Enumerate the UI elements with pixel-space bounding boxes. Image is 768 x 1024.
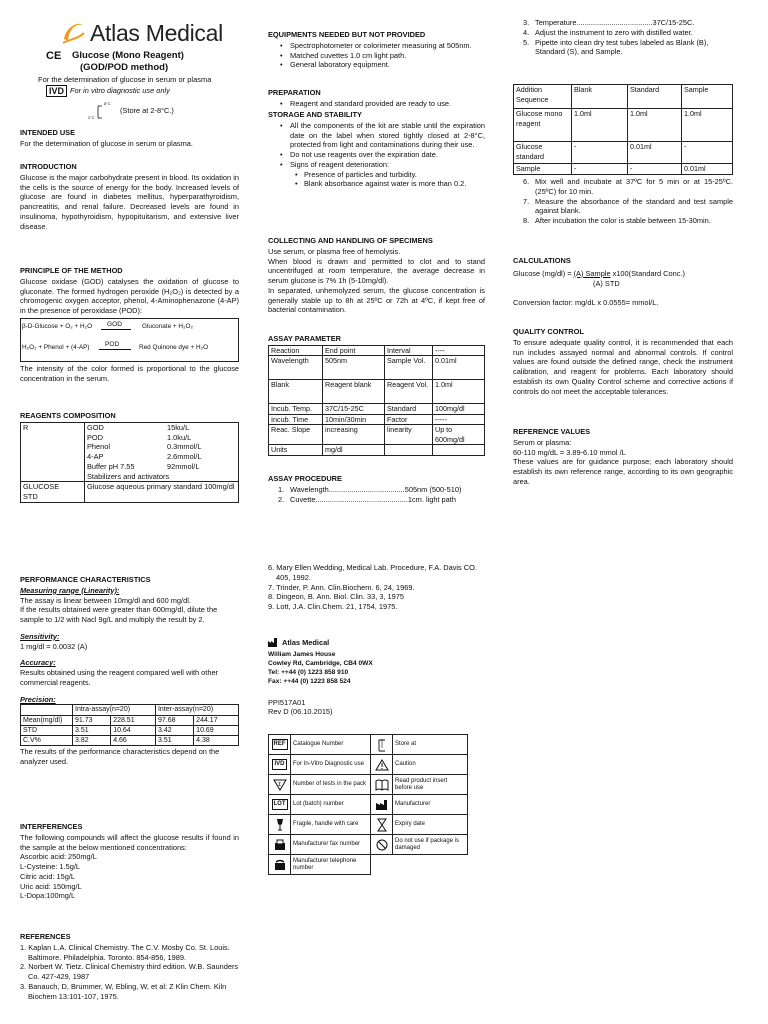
precision-table [20, 704, 239, 746]
precision-cell: 3.42 [155, 725, 193, 735]
assay-parameter-table [268, 345, 485, 456]
principle-heading: PRINCIPLE OF THE METHOD [20, 266, 123, 275]
precision-cell: 3.51 [155, 736, 193, 746]
precision-cell: 91.73 [73, 715, 111, 725]
no-damaged-icon [371, 835, 393, 855]
table-row [269, 414, 485, 425]
storage-row [88, 101, 174, 120]
pipette-cell: 1.0ml [628, 109, 682, 142]
intended-use-section [20, 128, 239, 149]
reference-values-line2: 60-110 mg/dL = 3.89-6.10 mmol /L [513, 447, 626, 457]
reaction2-arrow [99, 349, 131, 350]
thermometer-icon [88, 101, 111, 120]
pipette-head: Standard [628, 85, 682, 109]
temperature-icon [371, 735, 393, 755]
manufacturer-block [268, 638, 485, 717]
reaction1-left: β-D-Glucose + O₂ + H₂O [22, 322, 93, 330]
precision-cell: 10.69 [194, 725, 239, 735]
symbol-label: Manufacturer [393, 795, 468, 815]
reaction1-enzyme: GOD [107, 320, 123, 328]
calculations-section [513, 256, 733, 308]
reference-item: 1. Kaplan L.A. Clinical Chemistry. The C.V. Mosby Co. St. Louis. Baltimore. Philadelphia. Toronto. 854-856, 1989. [20, 942, 230, 962]
ivd-icon: IVD [46, 85, 67, 97]
step-text: Temperature.....................................37C/15-25C. [535, 18, 695, 27]
step-text: Mix well and incubate at 37ºC for 5 min or at 15-25ºC. (25ºC) for 10 min. [535, 177, 733, 196]
tests-icon [269, 775, 291, 795]
param-cell: Sample Vol. [385, 356, 433, 380]
equipment-heading: EQUIPMENTS NEEDED BUT NOT PROVIDED [268, 30, 426, 39]
param-cell: 0.01ml [433, 356, 485, 380]
reagents-table [20, 422, 239, 503]
specimens-text3: In separated, unhemolyzed serum, the glucose concentration is generally stable up to 8h at 25ºC or 72h at 4ºC, if kept free of bacterial contamination. [268, 285, 485, 315]
table-row [269, 835, 468, 855]
assay-procedure-section [268, 474, 485, 504]
param-cell: Interval [385, 345, 433, 356]
param-cell: Reagent blank [323, 380, 385, 404]
lot-icon [269, 795, 291, 815]
factory-icon [371, 795, 393, 815]
glucose-std-text: Glucose aqueous primary standard 100mg/dl [85, 482, 239, 503]
pipette-cell: - [572, 142, 628, 164]
intended-use-heading: INTENDED USE [20, 128, 76, 137]
reference-values-heading: REFERENCE VALUES [513, 427, 591, 436]
interference-item: L-Cysteine: 1.5g/L [20, 862, 80, 872]
table-row [269, 855, 468, 875]
param-cell: mg/dl [323, 445, 385, 456]
factory-icon [268, 638, 278, 647]
calculation-formula [513, 269, 733, 279]
reference-item: 3. Banauch, D, Brummer, W, Ebling, W, et al: Z Klin Chem. Kiln Biochem 13:101-107, 1975. [20, 981, 227, 1001]
reagents-heading: REAGENTS COMPOSITION [20, 411, 116, 420]
specimens-text2: When blood is drawn and permitted to clot and to stand uncentrifuged at room temperature, the average decrease in serum glucose is 7% 1h (5-10mg/dl). [268, 256, 485, 286]
table-row [269, 380, 485, 404]
reference-values-line1: Serum or plasma: [513, 437, 572, 447]
reagent-name: Stabilizers and activators [87, 471, 170, 481]
manufacturer-tel: Tel: ++44 (0) 1223 858 910 [268, 669, 349, 677]
references-section [20, 932, 239, 1001]
linearity-label: Measuring range (Linearity): [20, 585, 120, 595]
table-row [269, 815, 468, 835]
pipette-cell: 1.0ml [682, 109, 733, 142]
param-cell [433, 445, 485, 456]
conversion-factor: Conversion factor: mg/dL x 0.0555= mmol/L. [513, 298, 659, 308]
reagent-name: POD [87, 432, 104, 442]
param-cell: Reac. Slope [269, 425, 323, 445]
param-cell: Factor [385, 414, 433, 425]
symbol-label: Fragile, handle with care [291, 815, 371, 835]
symbols-legend [268, 734, 468, 875]
reaction1-arrow [101, 329, 131, 330]
reference-item: 9. Lott, J.A. Clin.Chem. 21, 1754, 1975. [268, 602, 398, 612]
param-cell: 10min/30min [323, 414, 385, 425]
interferences-heading: INTERFERENCES [20, 822, 83, 831]
std-label-line2: STD [23, 492, 38, 502]
empty-cell [393, 855, 468, 875]
pipette-cell: 1.0ml [572, 109, 628, 142]
table-row [269, 755, 468, 775]
precision-cell: 4.38 [194, 736, 239, 746]
param-cell: Incub. Temp. [269, 404, 323, 415]
table-row [514, 109, 733, 142]
pipette-cell: Sample [514, 164, 572, 175]
list-item: • Matched cuvettes 1.0 cm light path. [268, 51, 485, 61]
fragile-icon [269, 815, 291, 835]
step-text: Pipette into clean dry test tubes labeled as Blank (B), Standard (S), and Sample. [535, 37, 709, 57]
principle-text: Glucose oxidase (GOD) catalyses the oxidation of glucose to gluconate. The formed hydrogen peroxide (H₂O₂) is detected by a chromogenic oxygen acceptor, phenol, 4-Aminophenazone (4-AP) in the presence of peroxidase (POD): [20, 276, 239, 316]
reagents-section [20, 411, 239, 503]
interferences-section [20, 822, 239, 901]
table-row [21, 725, 239, 735]
reaction2-left: H₂O₂ + Phenol + (4-AP) [22, 343, 90, 351]
symbol-label: Number of tests in the pack [291, 775, 371, 795]
symbol-label: For In-Vitro Diagnostic use [291, 755, 371, 775]
reaction1-right: Gluconate + H₂O₂ [142, 322, 193, 330]
fax-icon [269, 835, 291, 855]
procedure-continued [513, 18, 733, 57]
intended-use-text: For the determination of glucose in serum or plasma. [20, 138, 193, 148]
product-title: Glucose (Mono Reagent) [72, 50, 184, 61]
reagent-value: 1.0ku/L [167, 432, 192, 442]
table-row [269, 775, 468, 795]
symbol-label: Expiry date [393, 815, 468, 835]
reagent-name: Phenol [87, 442, 111, 452]
table-row [269, 445, 485, 456]
precision-cell: 4.66 [111, 736, 156, 746]
calculations-heading: CALCULATIONS [513, 256, 571, 265]
principle-after: The intensity of the color formed is proportional to the glucose concentration in the serum. [20, 363, 239, 383]
precision-cell: 228.51 [111, 715, 156, 725]
pipette-head: Addition Sequence [514, 85, 572, 109]
manufacturer-name: Atlas Medical [282, 638, 330, 647]
ivd-row [46, 85, 170, 97]
interference-item: Citric acid: 15g/L [20, 871, 76, 881]
document-revision: Rev D (06.10.2015) [268, 707, 333, 717]
tests-icon-text: Σ [277, 781, 281, 788]
precision-head-blank [21, 705, 73, 715]
storage-hi: 8°C [104, 101, 111, 106]
reference-values-text: These values are for guidance purpose; each laboratory should establish its own reference range, according to its own geographic area. [513, 457, 733, 486]
reagent-r-items [85, 422, 239, 482]
param-cell: linearity [385, 425, 433, 445]
precision-cell: Mean(mg/dl) [21, 715, 73, 725]
reaction2-enzyme: POD [105, 340, 120, 348]
interference-item: L-Dopa:100mg/L [20, 891, 76, 901]
list-item: • Blank absorbance against water is more than 0.2. [268, 179, 485, 189]
step-text: Adjust the instrument to zero with distilled water. [535, 27, 693, 37]
precision-cell: 10.64 [111, 725, 156, 735]
reagent-r-label: R [21, 422, 85, 482]
list-item: • All the components of the kit are stable until the expiration date on the label when stored tightly closed at 2-8°C, protected from light and contaminations during their use. [268, 121, 485, 150]
performance-heading: PERFORMANCE CHARACTERISTICS [20, 575, 151, 584]
reference-item: 7. Trinder, P. Ann. Clin.Biochem. 6, 24, 1969. [268, 582, 415, 592]
principle-section [20, 266, 239, 383]
symbol-label: Catalogue Number [291, 735, 371, 755]
sensitivity-label: Sensitivity: [20, 631, 60, 641]
reagent-value: 2.6mmol/L [167, 452, 202, 462]
pipette-cell: - [572, 164, 628, 175]
sensitivity-text: 1 mg/dl = 0.0032 (A) [20, 641, 88, 651]
assay-procedure-heading: ASSAY PROCEDURE [268, 474, 342, 483]
param-cell: Up to 600mg/dl [433, 425, 485, 445]
list-item: • Signs of reagent deterioration: [268, 160, 485, 170]
step-number: 6. [523, 177, 530, 186]
caution-icon [371, 755, 393, 775]
param-cell: 1.0ml [433, 380, 485, 404]
introduction-section [20, 162, 239, 231]
equipment-section [268, 30, 485, 70]
phone-icon [269, 855, 291, 875]
precision-cell: 97.68 [155, 715, 193, 725]
pipette-head: Sample [682, 85, 733, 109]
formula-denominator: (A) STD [593, 278, 620, 288]
accuracy-label: Accuracy: [20, 658, 56, 668]
table-row [21, 715, 239, 725]
pipette-cell: - [682, 142, 733, 164]
pipette-cell: - [628, 164, 682, 175]
references-continued [268, 563, 485, 612]
table-row [21, 736, 239, 746]
step-number: 5. [523, 37, 530, 47]
symbol-label: Store at [393, 735, 468, 755]
document-code: PPI517A01 [268, 697, 306, 707]
glucose-std-label [21, 482, 85, 503]
table-row [269, 404, 485, 415]
ce-mark: CE [46, 50, 62, 62]
table-row [514, 142, 733, 164]
precision-head-inter: Inter-assay(n=20) [155, 705, 238, 715]
reagent-value: 0.3mmol/L [167, 442, 202, 452]
brand-logo [60, 18, 223, 48]
interference-item: Uric acid: 150mg/L [20, 881, 82, 891]
storage-section [268, 110, 485, 189]
specimens-text1: Use serum, or plasma free of hemolysis. [268, 246, 401, 256]
pipetting-table-wrap [513, 84, 733, 175]
param-cell: Blank [269, 380, 323, 404]
param-cell: increasing [323, 425, 385, 445]
pipette-cell: 0.01ml [628, 142, 682, 164]
specimens-heading: COLLECTING AND HANDLING OF SPECIMENS [268, 236, 433, 245]
symbol-label: Lot (batch) number [291, 795, 371, 815]
ivd-text: For in vitro diagnostic use only [70, 86, 170, 96]
manufacturer-fax: Fax: ++44 (0) 1223 858 524 [268, 678, 351, 686]
symbol-label: Do not use if package is damaged [393, 835, 468, 855]
references-heading: REFERENCES [20, 932, 71, 941]
step-number: 2. [278, 494, 285, 504]
performance-after: The results of the performance characteristics depend on the analyzer used. [20, 747, 220, 767]
reaction-box [20, 318, 239, 362]
param-cell [385, 445, 433, 456]
table-row [269, 425, 485, 445]
precision-cell: C.V% [21, 736, 73, 746]
reagent-name: Buffer pH 7.55 [87, 461, 135, 471]
interference-item: Ascorbic acid: 250mg/L [20, 852, 97, 862]
precision-cell: 244.17 [194, 715, 239, 725]
param-cell: End point [323, 345, 385, 356]
list-item: • Reagent and standard provided are ready to use. [268, 99, 485, 109]
pipette-head: Blank [572, 85, 628, 109]
book-icon [371, 775, 393, 795]
column-right [513, 0, 733, 1024]
precision-cell: 3.51 [73, 725, 111, 735]
column-left [20, 0, 239, 1024]
table-row [269, 735, 468, 755]
param-cell: 37C/15-25C [323, 404, 385, 415]
assay-parameter-section [268, 334, 485, 456]
step-text: Wavelength.....................................505nm (500-510) [290, 484, 462, 494]
reagent-value: 92mmol/L [167, 461, 200, 471]
formula-multiplier: x100(Standard Conc.) [610, 268, 685, 278]
step-text: Cuvette.............................................1cm. light path [290, 494, 456, 504]
storage-heading: STORAGE AND STABILITY [268, 110, 362, 119]
performance-section [20, 575, 239, 767]
interferences-text: The following compounds will affect the glucose results if found in the sample at the below mentioned concentrations: [20, 832, 239, 852]
table-row [514, 164, 733, 175]
quality-control-text: To ensure adequate quality control, it is recommended that each run includes assayed normal and abnormal controls. If control values are found outside the defined range, check the instrument calibration, and reagent for problems. Each laboratory should establish its own Quality Control scheme and corrective actions if controls do not meet the acceptable tolerances. [513, 337, 733, 396]
product-subtitle: For the determination of glucose in serum or plasma [38, 75, 212, 84]
introduction-heading: INTRODUCTION [20, 162, 77, 171]
storage-lo: 2°C [88, 115, 95, 120]
table-row [269, 795, 468, 815]
step-number: 4. [523, 27, 530, 37]
step-number: 3. [523, 18, 530, 27]
linearity-text1: The assay is linear between 10mg/dl and 600 mg/dl. [20, 595, 191, 605]
accuracy-text: Results obtained using the reagent compared well with other commercial reagents. [20, 668, 219, 687]
table-row [269, 345, 485, 356]
reference-item: 2. Norbert W. Tietz. Clinical Chemistry third edition. W.B. Saunders Co. 427-429, 1987 [20, 962, 239, 982]
list-item: • Spectrophotometer or colorimeter measuring at 505nm. [268, 41, 485, 51]
introduction-text: Glucose is the major carbohydrate present in blood. Its oxidation in the cells is the source of energy for the body. Increased levels of glucose are found in diabetes mellitus, hyperparathyroidism, pancreatitis, and renal failure. Decreased levels are found in insulinoma, hypothyroidism, hypopituitarism, and extensive liver disease. [20, 172, 239, 231]
product-method: (GOD/POD method) [80, 62, 169, 73]
std-label-line1: GLUCOSE [23, 482, 60, 492]
ivd-icon-text: IVD [272, 759, 286, 770]
ivd-icon [269, 755, 291, 775]
reagent-name: 4-AP [87, 452, 104, 462]
symbol-label: Manufacturer fax number [291, 835, 371, 855]
storage-text: (Store at 2-8°C.) [120, 106, 174, 116]
step-number: 8. [523, 216, 530, 226]
param-cell: Units [269, 445, 323, 456]
step-number: 7. [523, 196, 530, 206]
list-item: • Presence of particles and turbidity. [268, 170, 485, 180]
formula-numerator: (A) Sample [573, 268, 611, 278]
step-text: Measure the absorbance of the standard and test sample against blank. [535, 196, 733, 216]
reagent-name: GOD [87, 422, 104, 432]
param-cell: Reagent Vol. [385, 380, 433, 404]
precision-cell: STD [21, 725, 73, 735]
empty-cell [371, 855, 393, 875]
manufacturer-address2: Cowley Rd, Cambridge, CB4 0WX [268, 659, 373, 667]
list-item: • Do not use reagents over the expiration date. [268, 150, 485, 160]
reagent-value: 15ku/L [167, 422, 190, 432]
linearity-text2: If the results obtained were greater than 600mg/dl, dilute the sample to 1/2 with Nacl 9g/L and multiply the result by 2. [20, 605, 218, 625]
reference-values-section [513, 427, 733, 487]
step-number: 1. [278, 484, 285, 494]
formula-prefix: Glucose (mg/dl) = [513, 268, 574, 278]
lot-icon-text: LOT [272, 799, 288, 810]
precision-cell: 3.82 [73, 736, 111, 746]
column-middle [268, 0, 485, 1024]
param-cell: Standard [385, 404, 433, 415]
reference-item: 6. Mary Ellen Wedding, Medical Lab. Procedure, F.A. Davis CO. 405, 1992. [268, 563, 477, 582]
precision-label: Precision: [20, 694, 56, 704]
preparation-section [268, 88, 485, 109]
list-item: • General laboratory equipment. [268, 60, 485, 70]
assay-parameter-heading: ASSAY PARAMETER [268, 334, 341, 343]
pipetting-table [513, 84, 733, 175]
param-cell: Reaction [269, 345, 323, 356]
quality-control-heading: QUALITY CONTROL [513, 327, 584, 336]
hourglass-icon [371, 815, 393, 835]
param-cell: Incub. Time [269, 414, 323, 425]
symbol-label: Manufacturer telephone number [291, 855, 371, 875]
quality-control-section [513, 327, 733, 396]
precision-head-intra: Intra-assay(n=20) [73, 705, 156, 715]
atlas-logo-icon [60, 19, 86, 47]
param-cell: Wavelength [269, 356, 323, 380]
reaction2-right: Red Quinone dye + H₂O [139, 343, 209, 351]
param-cell: ----- [433, 414, 485, 425]
param-cell: ---- [433, 345, 485, 356]
symbols-table [268, 734, 468, 875]
step-text: After incubation the color is stable between 15-30min. [535, 216, 711, 226]
table-row [514, 85, 733, 109]
pipette-cell: 0.01ml [682, 164, 733, 175]
manufacturer-address1: William James House [268, 650, 336, 658]
symbol-label: Read product insert before use [393, 775, 468, 795]
symbol-label: Caution [393, 755, 468, 775]
pipette-cell: Glucose standard [514, 142, 572, 164]
ref-icon [269, 735, 291, 755]
specimens-section [268, 236, 485, 315]
param-cell: 505nm [323, 356, 385, 380]
ref-icon-text: REF [272, 739, 288, 750]
reference-item: 8. Dingeon, B. Ann. Biol. Clin. 33, 3, 1975 [268, 592, 404, 602]
brand-name: Atlas Medical [90, 20, 223, 46]
procedure-steps-6-8 [513, 177, 733, 226]
pipette-cell: Glucose mono reagent [514, 109, 572, 142]
param-cell: 100mg/dl [433, 404, 485, 415]
preparation-heading: PREPARATION [268, 88, 321, 97]
table-row [269, 356, 485, 380]
